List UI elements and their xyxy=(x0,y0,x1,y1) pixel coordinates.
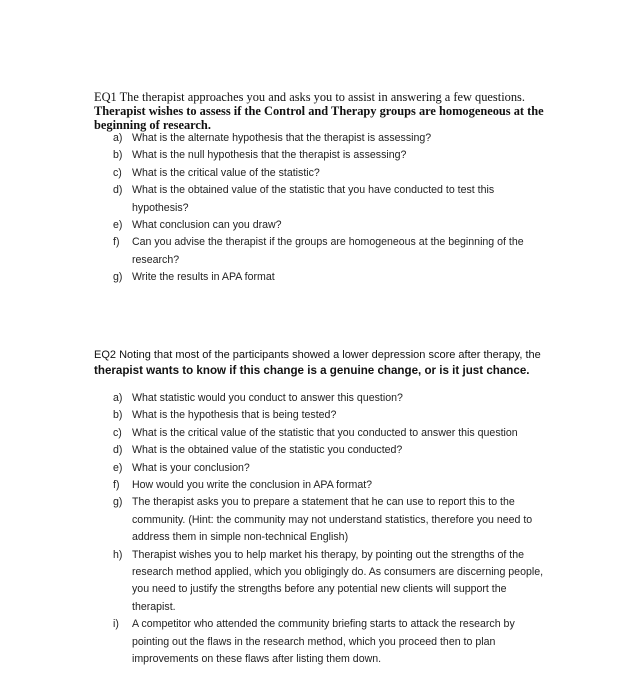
list-marker: g) xyxy=(113,496,123,509)
list-marker: d) xyxy=(113,184,123,197)
list-item-text: Therapist wishes you to help market his therapy, by pointing out the strengths of the research method applied, which you obligingly do. As consumers are discerning people, you need to justify the strengths before any potential new clients will support the therapist. xyxy=(132,548,544,613)
list-item-text: What is the alternate hypothesis that the therapist is assessing? xyxy=(132,132,432,144)
list-item-text: Write the results in APA format xyxy=(132,271,275,284)
list-marker: i) xyxy=(113,618,119,631)
list-marker: a) xyxy=(113,132,123,144)
eq2-item-g xyxy=(113,494,553,546)
eq1-question-list xyxy=(113,130,553,287)
list-marker: f) xyxy=(113,236,120,249)
list-marker: g) xyxy=(113,271,123,284)
eq2-item-a xyxy=(113,390,553,407)
eq1-item-f xyxy=(113,234,553,269)
list-marker: a) xyxy=(113,392,123,404)
list-marker: b) xyxy=(113,149,123,162)
eq2-item-c xyxy=(113,425,553,442)
eq2-lead: EQ2 Noting that most of the participants showed a lower depression score after therapy, the xyxy=(94,349,541,361)
list-marker: f) xyxy=(113,479,120,492)
list-marker: e) xyxy=(113,461,123,474)
eq1-item-g xyxy=(113,269,553,286)
list-item-text: What is the critical value of the statistic? xyxy=(132,166,320,179)
eq2-bold-statement: therapist wants to know if this change is a genuine change, or is it just chance. xyxy=(94,364,530,377)
eq1-lead: EQ1 The therapist approaches you and asks you to assist in answering a few questions. xyxy=(94,90,525,104)
list-item-text: What is your conclusion? xyxy=(132,461,250,474)
eq1-item-d xyxy=(113,182,553,217)
list-item-text: What is the null hypothesis that the therapist is assessing? xyxy=(132,149,407,162)
list-item-text: How would you write the conclusion in APA format? xyxy=(132,479,373,492)
list-item-text: What is the obtained value of the statistic that you have conducted to test this hypothesis? xyxy=(132,184,495,214)
list-marker: c) xyxy=(113,166,122,179)
eq2-item-e xyxy=(113,460,553,477)
eq1-item-e xyxy=(113,217,553,234)
list-item-text: What is the obtained value of the statistic you conducted? xyxy=(132,444,403,457)
list-item-text: What is the critical value of the statistic that you conducted to answer this question xyxy=(132,426,518,439)
list-marker: h) xyxy=(113,548,123,561)
eq2-item-i xyxy=(113,616,553,668)
eq1-intro xyxy=(94,90,544,133)
list-item-text: A competitor who attended the community briefing starts to attack the research by pointing out the flaws in the research method, which you proceed then to plan improvements on these flaws after listing them down. xyxy=(132,618,515,666)
list-item-text: What conclusion can you draw? xyxy=(132,219,282,232)
list-marker: e) xyxy=(113,219,123,232)
list-item-text: The therapist asks you to prepare a statement that he can use to report this to the community. (Hint: the community may not understand statistics, therefore you need to address them in simple non-technical English) xyxy=(132,496,533,544)
eq1-bold-statement: Therapist wishes to assess if the Control and Therapy groups are homogeneous at the beginning of research. xyxy=(94,104,544,133)
list-marker: c) xyxy=(113,426,122,439)
eq2-item-b xyxy=(113,407,553,424)
eq2-item-f xyxy=(113,477,553,494)
eq1-item-c xyxy=(113,165,553,182)
eq2-item-d xyxy=(113,442,553,459)
list-marker: b) xyxy=(113,409,123,422)
eq2-item-h xyxy=(113,547,553,617)
list-marker: d) xyxy=(113,444,123,457)
eq2-question-list xyxy=(113,390,553,669)
eq1-item-a xyxy=(113,130,553,147)
list-item-text: What is the hypothesis that is being tested? xyxy=(132,409,337,422)
eq2-intro xyxy=(94,348,544,379)
eq1-item-b xyxy=(113,147,553,164)
list-item-text: What statistic would you conduct to answer this question? xyxy=(132,392,403,404)
list-item-text: Can you advise the therapist if the groups are homogeneous at the beginning of the research? xyxy=(132,236,524,266)
